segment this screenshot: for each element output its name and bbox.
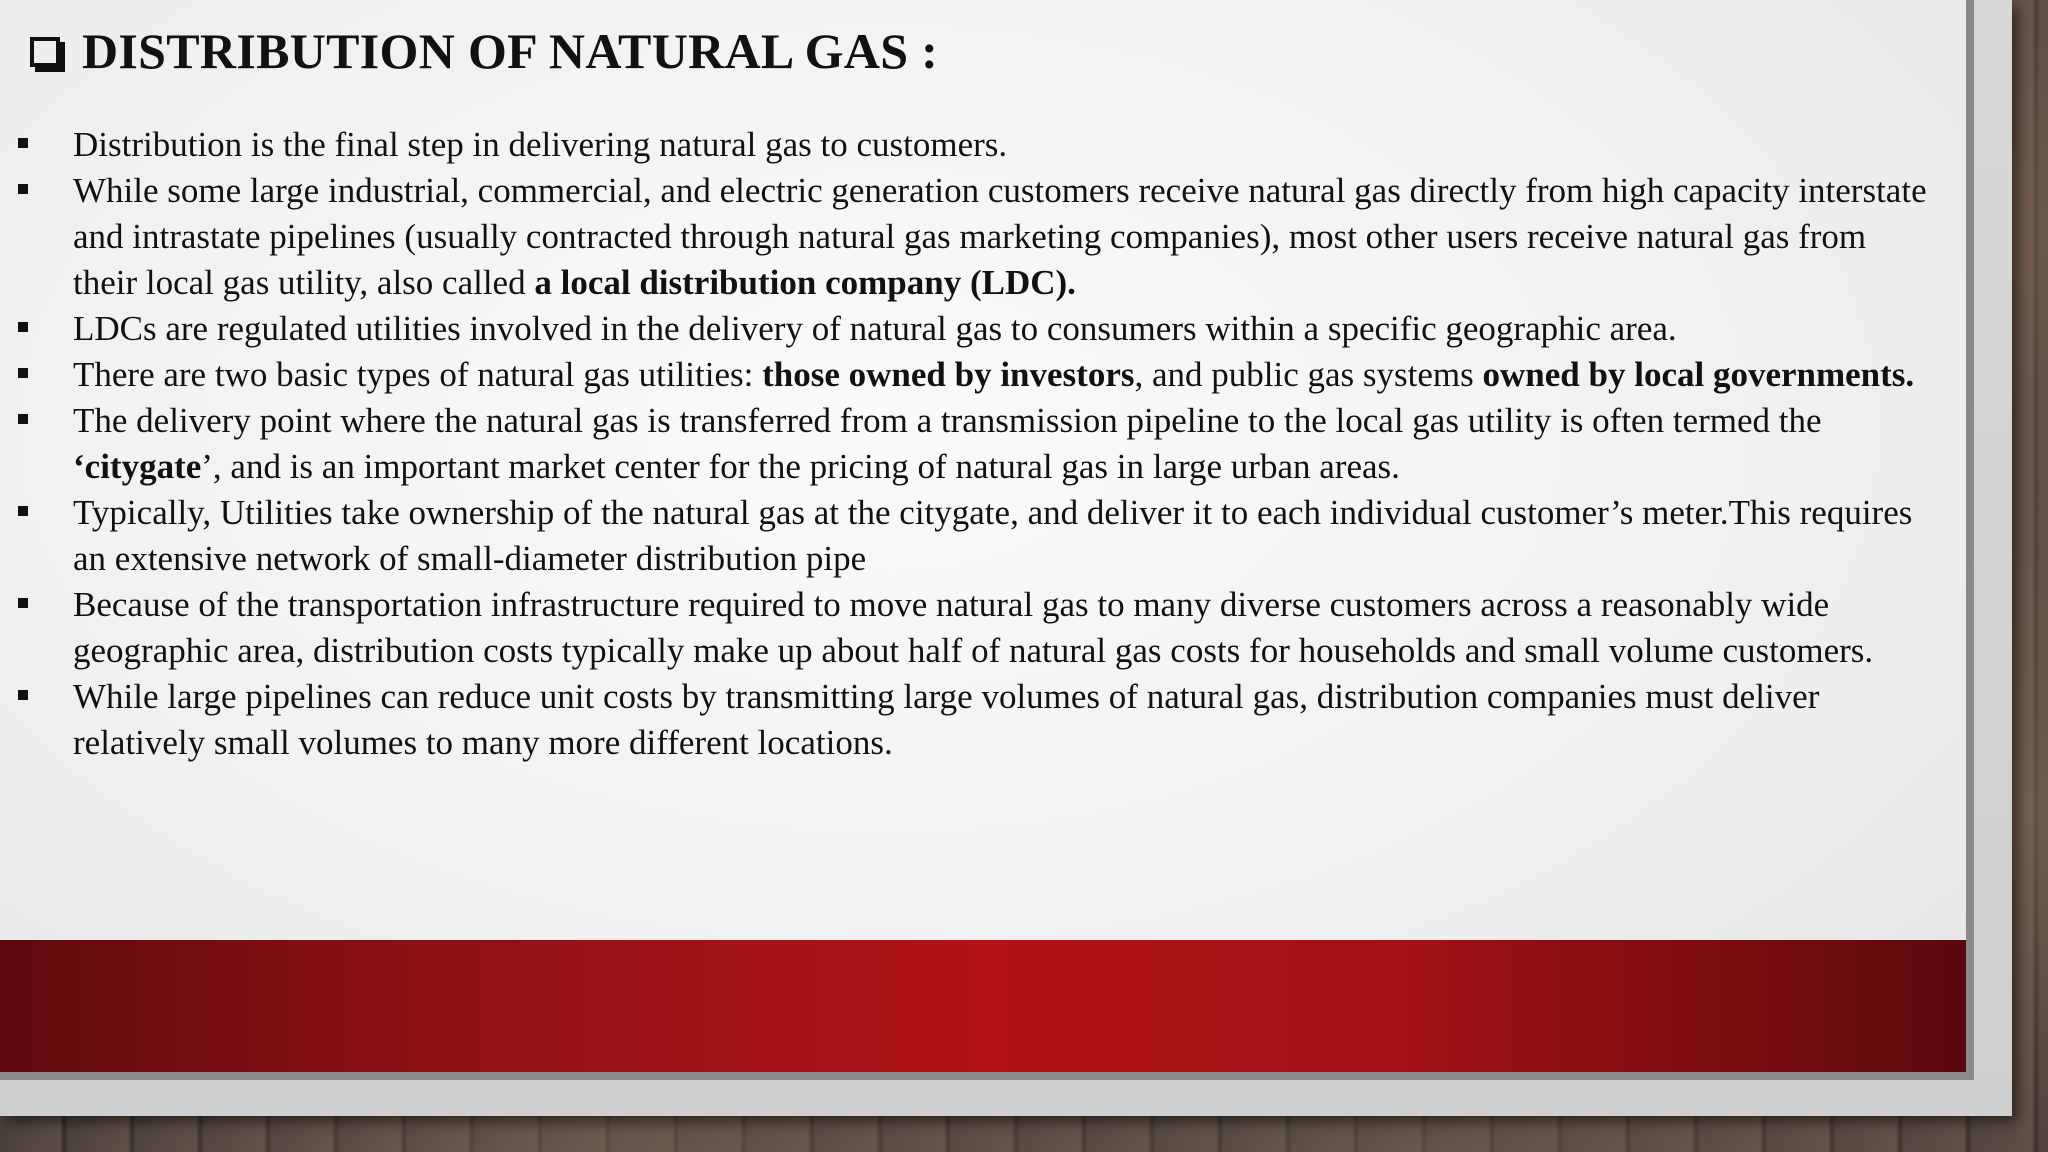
bullet-item (18, 352, 1938, 398)
bullet-item (18, 490, 1938, 582)
bullet-item (18, 582, 1938, 674)
bullet-text: Distribution is the final step in delivering natural gas to customers. (73, 125, 1008, 164)
bullet-text-bold: a local distribution company (LDC). (534, 263, 1076, 302)
bullet-text-bold: ‘citygate (73, 447, 202, 486)
bullet-list (18, 122, 1938, 766)
bullet-item (18, 122, 1938, 168)
square-bullet-icon (18, 414, 28, 424)
bullet-item (18, 398, 1938, 490)
bullet-text: ’, and is an important market center for the pricing of natural gas in large urban areas. (201, 447, 1400, 486)
square-bullet-icon (18, 138, 28, 148)
bullet-text: Because of the transportation infrastructure required to move natural gas to many diverse customers across a reasonably wide geographic area, distribution costs typically make up about half of natural gas costs for households and small volume customers. (73, 585, 1874, 670)
bullet-text: Typically, Utilities take ownership of the natural gas at the citygate, and deliver it to each individual customer’s meter.This requires an extensive network of small-diameter distribution pipe (73, 493, 1913, 578)
bullet-item (18, 674, 1938, 766)
bullet-item (18, 306, 1938, 352)
bullet-text: , and public gas systems (1134, 355, 1483, 394)
title-row (30, 22, 938, 80)
bullet-text: There are two basic types of natural gas utilities: (73, 355, 763, 394)
bullet-text: While some large industrial, commercial, and electric generation customers receive natural gas directly from high capacity interstate and intrastate pipelines (usually contracted through natural gas marketing companies), most other users receive natural gas from their local gas utility, also called (73, 171, 1927, 302)
red-accent-band (0, 940, 1966, 1072)
bullet-item (18, 168, 1938, 306)
square-bullet-icon (18, 322, 28, 332)
square-bullet-icon (18, 690, 28, 700)
bullet-text: LDCs are regulated utilities involved in the delivery of natural gas to consumers within a specific geographic area. (73, 309, 1677, 348)
square-bullet-icon (18, 368, 28, 378)
square-bullet-icon (18, 184, 28, 194)
slide-title: DISTRIBUTION OF NATURAL GAS : (82, 23, 939, 79)
bullet-text: The delivery point where the natural gas is transferred from a transmission pipeline to the local gas utility is often termed the (73, 401, 1822, 440)
square-bullet-icon (18, 598, 28, 608)
bullet-text-bold: those owned by investors (762, 355, 1135, 394)
bullet-text-bold: owned by local governments. (1482, 355, 1915, 394)
square-bullet-icon (18, 506, 28, 516)
bullet-text: While large pipelines can reduce unit costs by transmitting large volumes of natural gas, distribution companies must deliver relatively small volumes to many more different locations. (73, 677, 1820, 762)
checkbox-icon (30, 37, 60, 67)
